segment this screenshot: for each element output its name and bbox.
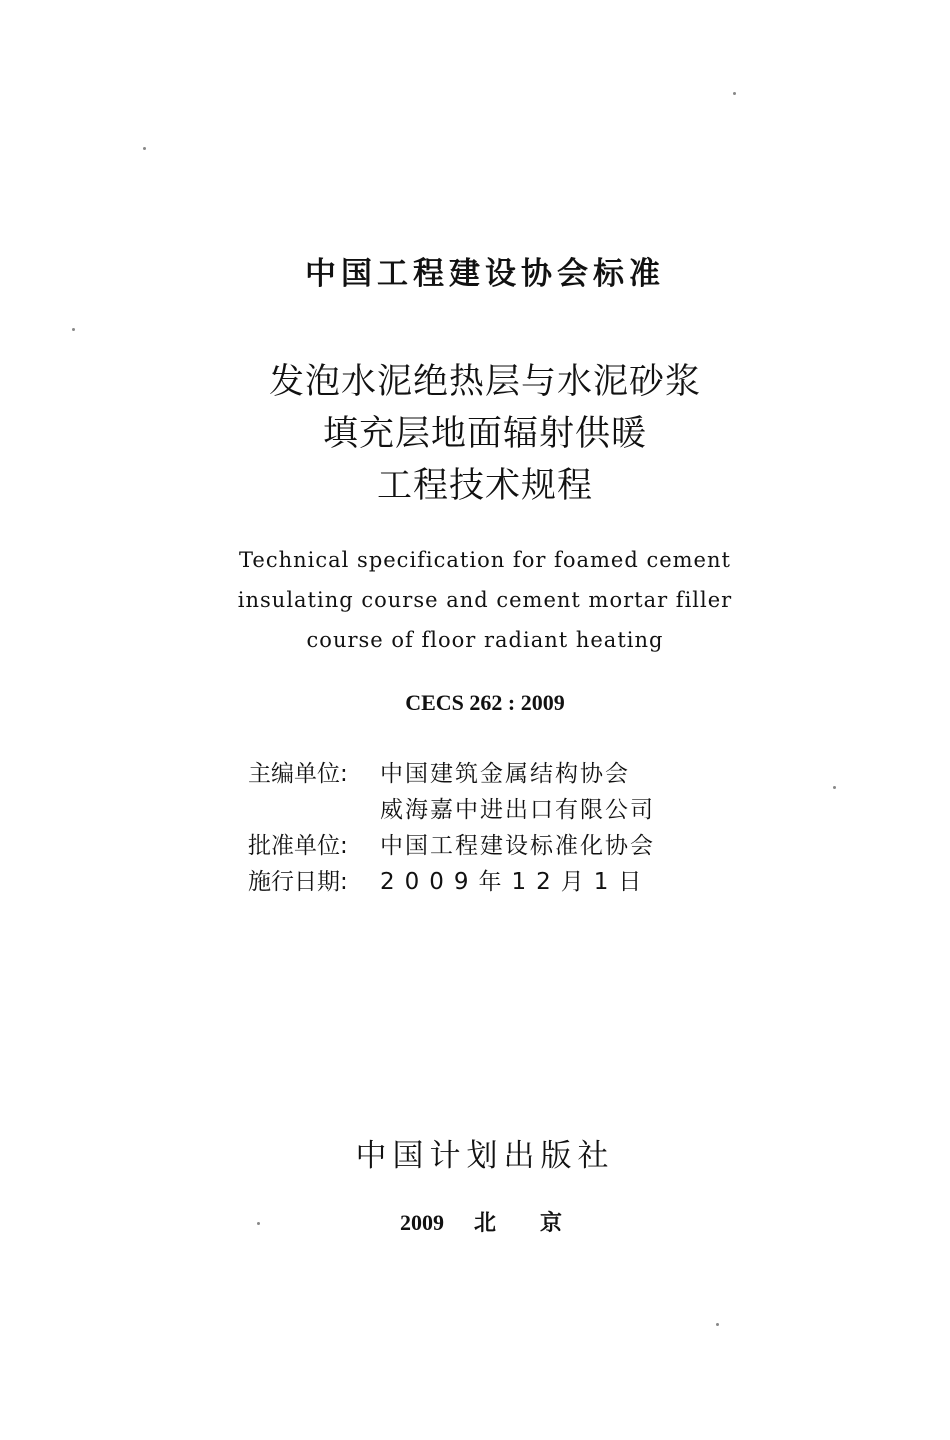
- scan-speck: [716, 1323, 719, 1326]
- date-row: [248, 864, 655, 900]
- scan-speck: [833, 786, 836, 789]
- imprint-city-1: 北: [473, 1211, 496, 1236]
- imprint-city-2: 京: [540, 1211, 563, 1236]
- title-line-2: 填充层地面辐射供暖: [322, 414, 647, 454]
- english-line-2: insulating course and cement mortar filler: [237, 588, 733, 612]
- english-line-1: Technical specification for foamed cement: [239, 548, 731, 572]
- scan-speck: [72, 328, 75, 331]
- editor-label-spacer: [248, 792, 380, 828]
- series-title: 中国工程建设协会标准: [305, 256, 665, 292]
- scan-speck: [257, 1222, 260, 1225]
- editor-2: 威海嘉中进出口有限公司: [380, 797, 655, 823]
- info-block: [248, 756, 655, 900]
- title-line-3: 工程技术规程: [376, 466, 593, 506]
- scan-speck: [733, 92, 736, 95]
- effective-date: 2009年12月1日: [380, 869, 652, 895]
- imprint-year: 2009: [399, 1210, 444, 1235]
- document-title: [0, 356, 950, 512]
- english-title: [0, 540, 950, 660]
- date-label: 施行日期:: [248, 869, 348, 895]
- editor-row-2: [248, 792, 655, 828]
- english-line-3: course of floor radiant heating: [306, 628, 664, 652]
- imprint: [0, 1206, 950, 1237]
- scan-speck: [143, 147, 146, 150]
- editor-label: 主编单位:: [248, 761, 348, 787]
- title-line-1: 发泡水泥绝热层与水泥砂浆: [268, 362, 701, 402]
- publisher: 中国计划出版社: [355, 1138, 615, 1174]
- approver-row: [248, 828, 655, 864]
- editor-row: [248, 756, 655, 792]
- standard-code: CECS 262 : 2009: [405, 690, 565, 715]
- editor-1: 中国建筑金属结构协会: [380, 761, 630, 787]
- approver: 中国工程建设标准化协会: [380, 833, 655, 859]
- approver-label: 批准单位:: [248, 833, 348, 859]
